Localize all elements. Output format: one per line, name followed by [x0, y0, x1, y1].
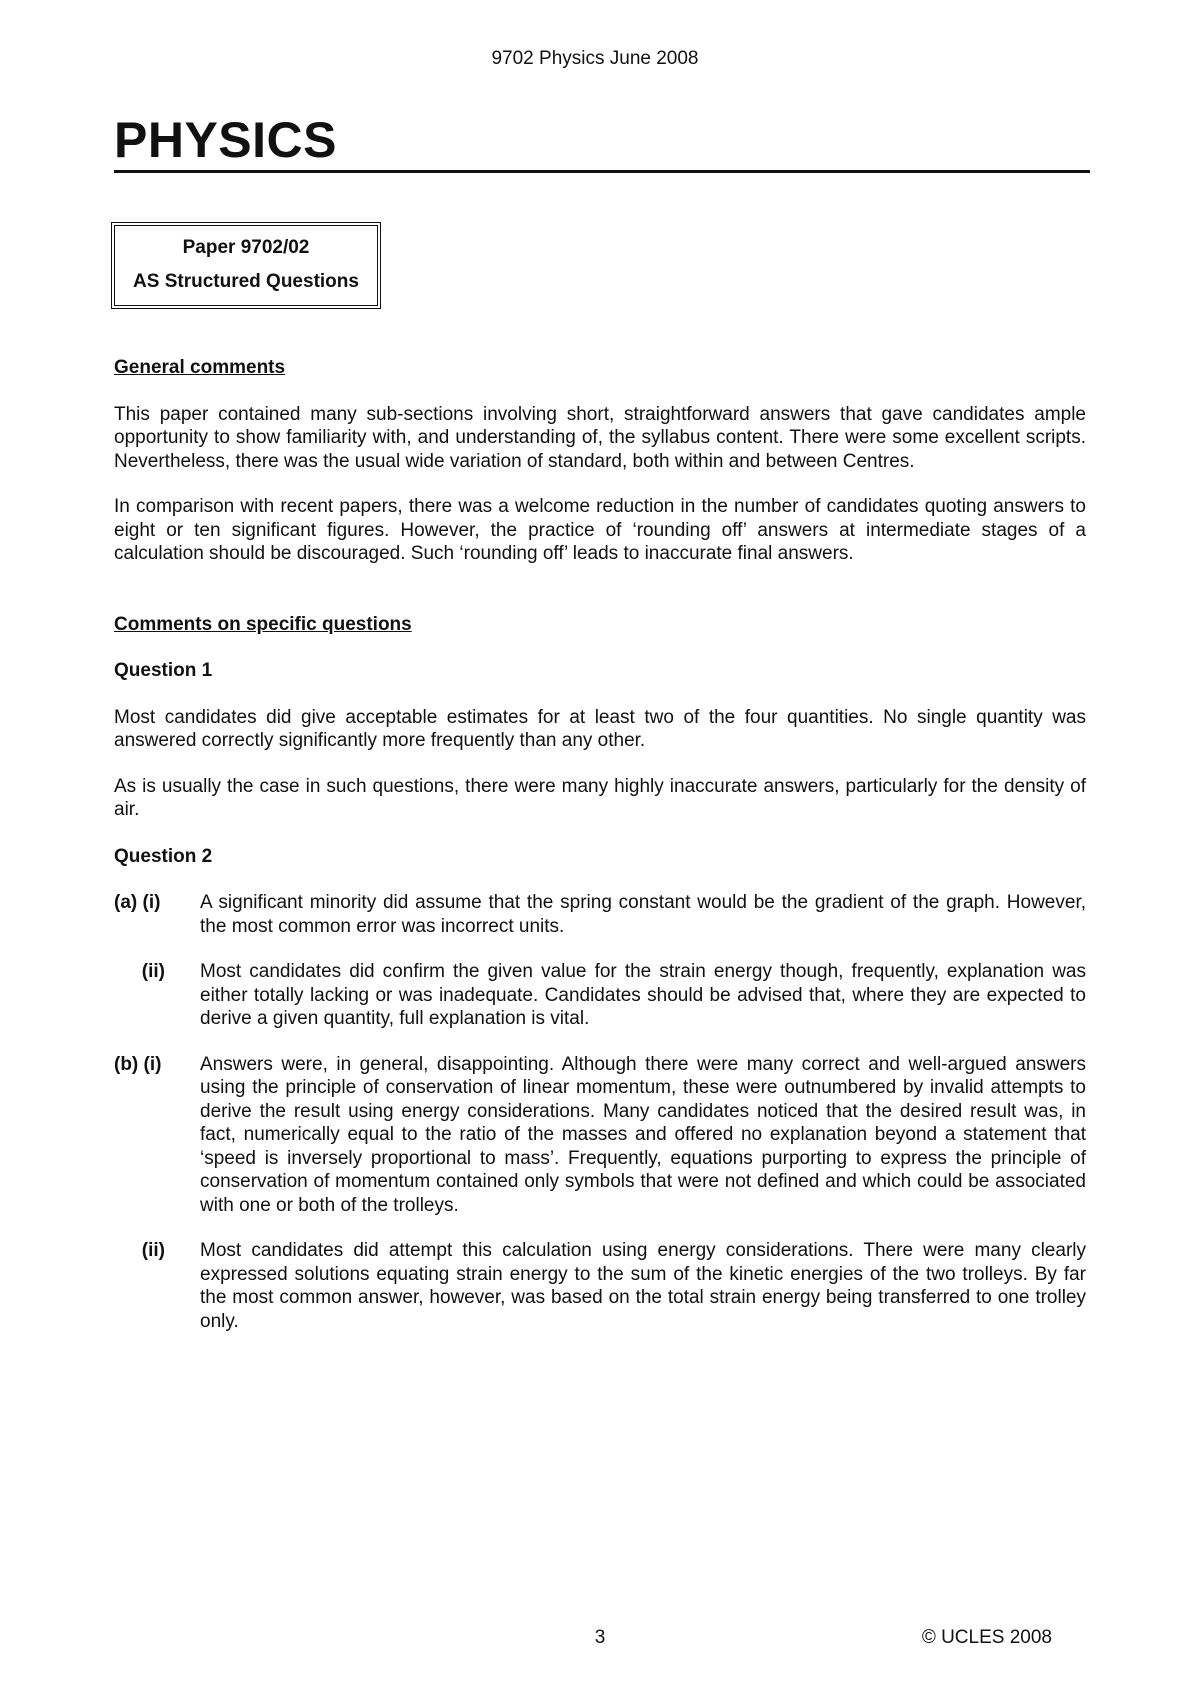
specific-comments-heading: Comments on specific questions: [114, 613, 412, 635]
part-label: (ii): [141, 1240, 165, 1261]
paper-info-box: [111, 222, 381, 309]
general-comments-paragraph-1: This paper contained many sub-sections involving short, straightforward answers that gave candidates ample opportunity to show familiarity with, and understanding of, the syllabus content. There were some excellent scripts. Nevertheless, there was the usual wide variation of standard, both within and between Centres.: [114, 403, 1086, 472]
copyright-notice: © UCLES 2008: [921, 1627, 1052, 1648]
report-body: [114, 356, 1086, 1333]
part-comment: Most candidates did attempt this calculation using energy considerations. There were many clearly expressed solutions equating strain energy to the sum of the kinetic energies of the two trolleys. By far the most common answer, however, was based on the total strain energy being transferred to one trolley only.: [200, 1240, 1086, 1332]
title-rule: [114, 170, 1090, 173]
paper-number: Paper 9702/02: [182, 237, 310, 258]
part-comment: Most candidates did confirm the given value for the strain energy though, frequently, explanation was either totally lacking or was inadequate. Candidates should be advised that, where they are expected to derive a given quantity, full explanation is vital.: [200, 961, 1086, 1029]
part-label: (ii): [141, 961, 165, 982]
page-title: PHYSICS: [114, 112, 338, 168]
question-2-part-a-i: [114, 891, 1086, 938]
general-comments-heading: General comments: [114, 357, 286, 378]
part-comment: A significant minority did assume that the spring constant would be the gradient of the graph. However, the most common error was incorrect units.: [200, 892, 1086, 937]
paper-subtitle: AS Structured Questions: [133, 271, 359, 292]
question-1-paragraph-1: Most candidates did give acceptable estimates for at least two of the four quantities. No single quantity was answered correctly significantly more frequently than any other.: [114, 706, 1086, 751]
general-comments-paragraph-2: In comparison with recent papers, there was a welcome reduction in the number of candidates quoting answers to eight or ten significant figures. However, the practice of ‘rounding off’ answers at intermediate stages of a calculation should be discouraged. Such ‘rounding off’ leads to inaccurate final answers.: [114, 496, 1086, 564]
running-header: 9702 Physics June 2008: [491, 48, 699, 69]
question-1-heading: Question 1: [114, 660, 213, 681]
question-2-part-b-ii: [114, 1239, 1086, 1333]
question-2-part-a-ii: [114, 960, 1086, 1031]
question-1-paragraph-2: As is usually the case in such questions, there were many highly inaccurate answers, particularly for the density of air.: [114, 775, 1086, 820]
part-comment: Answers were, in general, disappointing. Although there were many correct and well-argued answers using the principle of conservation of linear momentum, these were outnumbered by invalid attempts to derive the result using energy considerations. Many candidates noticed that the desired result was, in fact, numerically equal to the ratio of the masses and offered no explanation beyond a statement that ‘speed is inversely proportional to mass’. Frequently, equations purporting to express the principle of conservation of momentum contained only symbols that were not defined and which could be associated with one or both of the trolleys.: [200, 1053, 1086, 1216]
question-2-heading: Question 2: [114, 845, 213, 867]
part-label: (b) (i): [114, 1053, 162, 1075]
page-number: 3: [594, 1627, 606, 1648]
question-2-part-b-i: [114, 1053, 1086, 1218]
part-label: (a) (i): [114, 892, 161, 913]
